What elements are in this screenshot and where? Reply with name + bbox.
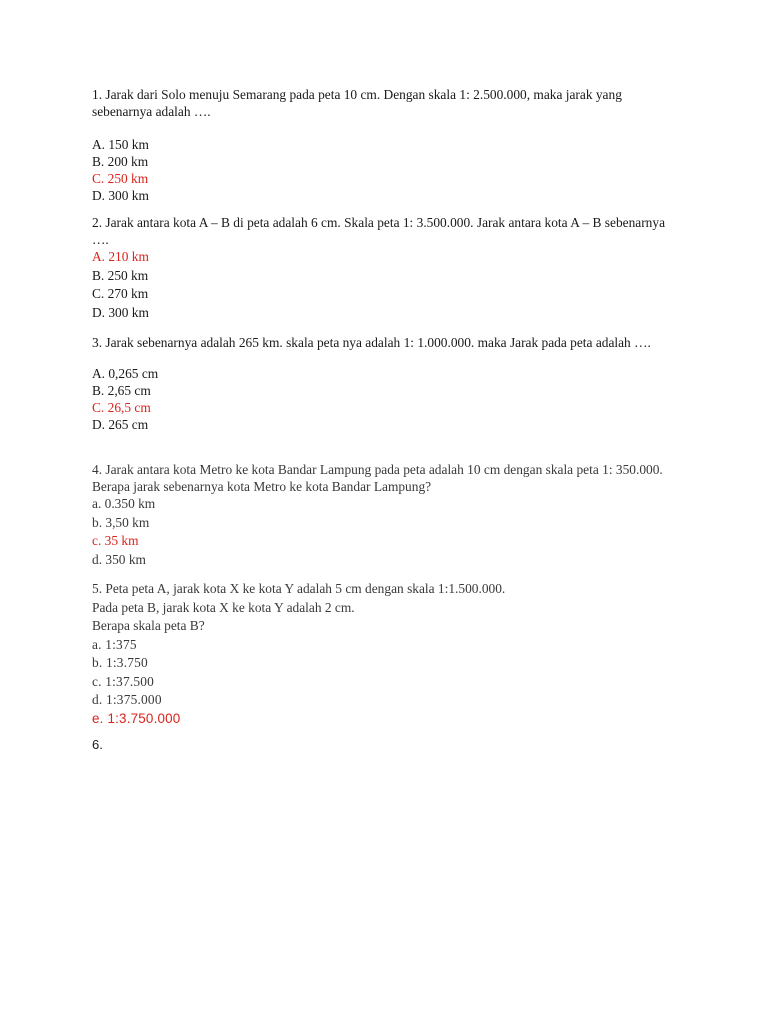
option-a: A. 0,265 cm — [92, 366, 159, 381]
question-6 — [92, 736, 682, 753]
option-a: A. 150 km — [92, 137, 149, 152]
option-e-correct: e. 1:3.750.000 — [92, 710, 181, 726]
question-5 — [92, 580, 682, 728]
question-2-stem: 2. Jarak antara kota A – B di peta adalah 6 cm. Skala peta 1: 3.500.000. Jarak antara kota A – B sebenarnya …. — [92, 215, 666, 247]
option-b: b. 1:3.750 — [92, 655, 148, 670]
option-c-correct: C. 26,5 cm — [92, 400, 151, 415]
option-d: d. 350 km — [92, 551, 146, 567]
option-d: D. 300 km — [92, 304, 149, 320]
question-1-stem: 1. Jarak dari Solo menuju Semarang pada peta 10 cm. Dengan skala 1: 2.500.000, maka jarak yang sebenarnya adalah …. — [92, 87, 622, 119]
question-3-options — [92, 365, 682, 433]
option-b: B. 2,65 cm — [92, 383, 151, 398]
question-1 — [92, 86, 682, 204]
option-d: D. 265 cm — [92, 417, 149, 432]
option-b: B. 200 km — [92, 154, 149, 169]
option-c-correct: C. 250 km — [92, 171, 149, 186]
question-5-options — [92, 636, 682, 729]
option-a: a. 0.350 km — [92, 496, 156, 511]
option-c: C. 270 km — [92, 286, 149, 301]
question-3-stem: 3. Jarak sebenarnya adalah 265 km. skala peta nya adalah 1: 1.000.000. maka Jarak pada peta adalah …. — [92, 335, 651, 350]
option-c-correct: c. 35 km — [92, 533, 139, 548]
question-5-stem-line-1: 5. Peta peta A, jarak kota X ke kota Y adalah 5 cm dengan skala 1:1.500.000. — [92, 581, 506, 596]
option-b: B. 250 km — [92, 267, 149, 283]
option-a: a. 1:375 — [92, 636, 137, 652]
option-c: c. 1:37.500 — [92, 673, 155, 689]
question-6-stem: 6. — [92, 737, 103, 752]
option-b: b. 3,50 km — [92, 514, 150, 530]
question-3 — [92, 334, 682, 433]
question-2-options — [92, 248, 682, 322]
question-4 — [92, 461, 682, 569]
question-4-options — [92, 495, 682, 569]
question-2 — [92, 214, 682, 322]
option-d: d. 1:375.000 — [92, 692, 162, 707]
option-a-correct: A. 210 km — [92, 249, 149, 264]
question-4-stem: 4. Jarak antara kota Metro ke kota Bandar Lampung pada peta adalah 10 cm dengan skala peta 1: 350.000. Berapa jarak sebenarnya kota Metro ke kota Bandar Lampung? — [92, 462, 663, 494]
question-1-options — [92, 136, 682, 204]
option-d: D. 300 km — [92, 188, 149, 203]
question-5-stem-line-2: Pada peta B, jarak kota X ke kota Y adalah 2 cm. — [92, 599, 355, 615]
question-5-stem-line-3: Berapa skala peta B? — [92, 618, 205, 633]
